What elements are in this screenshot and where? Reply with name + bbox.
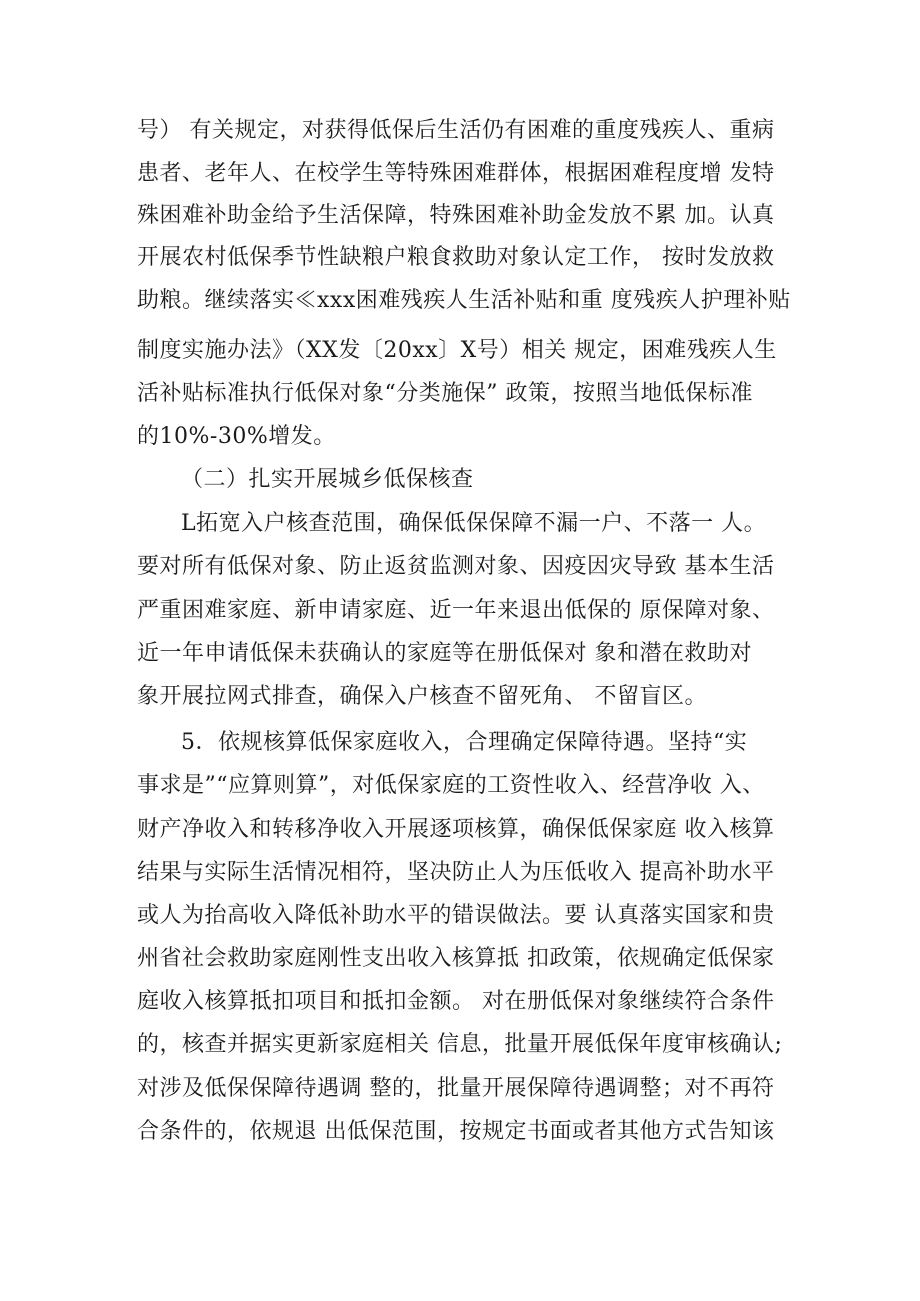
body-text-line: 结果与实际生活情况相符，坚决防止人为压低收入 提高补助水平 — [137, 860, 775, 885]
body-text-line: 象开展拉网式排查，确保入户核查不留死角、 不留盲区。 — [137, 684, 707, 709]
body-text-line: 要对所有低保对象、防止返贫监测对象、因疫因灾导致 基本生活 — [137, 554, 775, 579]
body-text-line: 近一年申请低保未获确认的家庭等在册低保对 象和潜在救助对 — [137, 641, 752, 666]
body-text-line: 助粮。继续落实≪xxx困难残疾人生活补贴和重 度残疾人护理补贴 — [137, 288, 791, 313]
body-text-line: 殊困难补助金给予生活保障，特殊困难补助金发放不累 加。认真 — [137, 203, 775, 228]
body-text-line: 庭收入核算抵扣项目和抵扣金额。 对在册低保对象继续符合条件 — [137, 989, 775, 1014]
section-heading: （二）扎实开展城乡低保核查 — [181, 467, 474, 492]
body-text-line: 患者、老年人、在校学生等特殊困难群体，根据困难程度增 发特 — [137, 161, 775, 186]
body-text-line: 或人为抬高收入降低补助水平的错误做法。要 认真落实国家和贵 — [137, 903, 775, 928]
body-text-line: 事求是”“应算则算”，对低保家庭的工资性收入、经营净收 入、 — [137, 773, 765, 798]
paragraph-first-line: L拓宽入户核查范围，确保低保保障不漏一户、不落一 人。 — [181, 511, 767, 536]
body-text-line: 制度实施办法》（XX发〔20xx〕X号）相关 规定，困难残疾人生 — [137, 338, 777, 363]
paragraph-first-line: 5．依规核算低保家庭收入，合理确定保障待遇。坚持“实 — [181, 730, 748, 755]
body-text-line: 合条件的，依规退 出低保范围，按规定书面或者其他方式告知该 — [137, 1119, 775, 1144]
body-text-line: 的10%-30%增发。 — [137, 424, 336, 449]
body-text-line: 州省社会救助家庭刚性支出收入核算抵 扣政策，依规确定低保家 — [137, 946, 775, 971]
body-text-line: 号） 有关规定，对获得低保后生活仍有困难的重度残疾人、重病 — [137, 118, 775, 143]
body-text-line: 的，核查并据实更新家庭相关 信息，批量开展低保年度审核确认; — [137, 1032, 783, 1057]
body-text-line: 对涉及低保保障待遇调 整的，批量开展保障待遇调整；对不再符 — [137, 1076, 775, 1101]
body-text-line: 严重困难家庭、新申请家庭、近一年来退出低保的 原保障对象、 — [137, 598, 775, 623]
body-text-line: 财产净收入和转移净收入开展逐项核算，确保低保家庭 收入核算 — [137, 817, 775, 842]
body-text-line: 活补贴标准执行低保对象“分类施保” 政策，按照当地低保标准 — [137, 381, 753, 406]
body-text-line: 开展农村低保季节性缺粮户粮食救助对象认定工作， 按时发放救 — [137, 245, 775, 270]
